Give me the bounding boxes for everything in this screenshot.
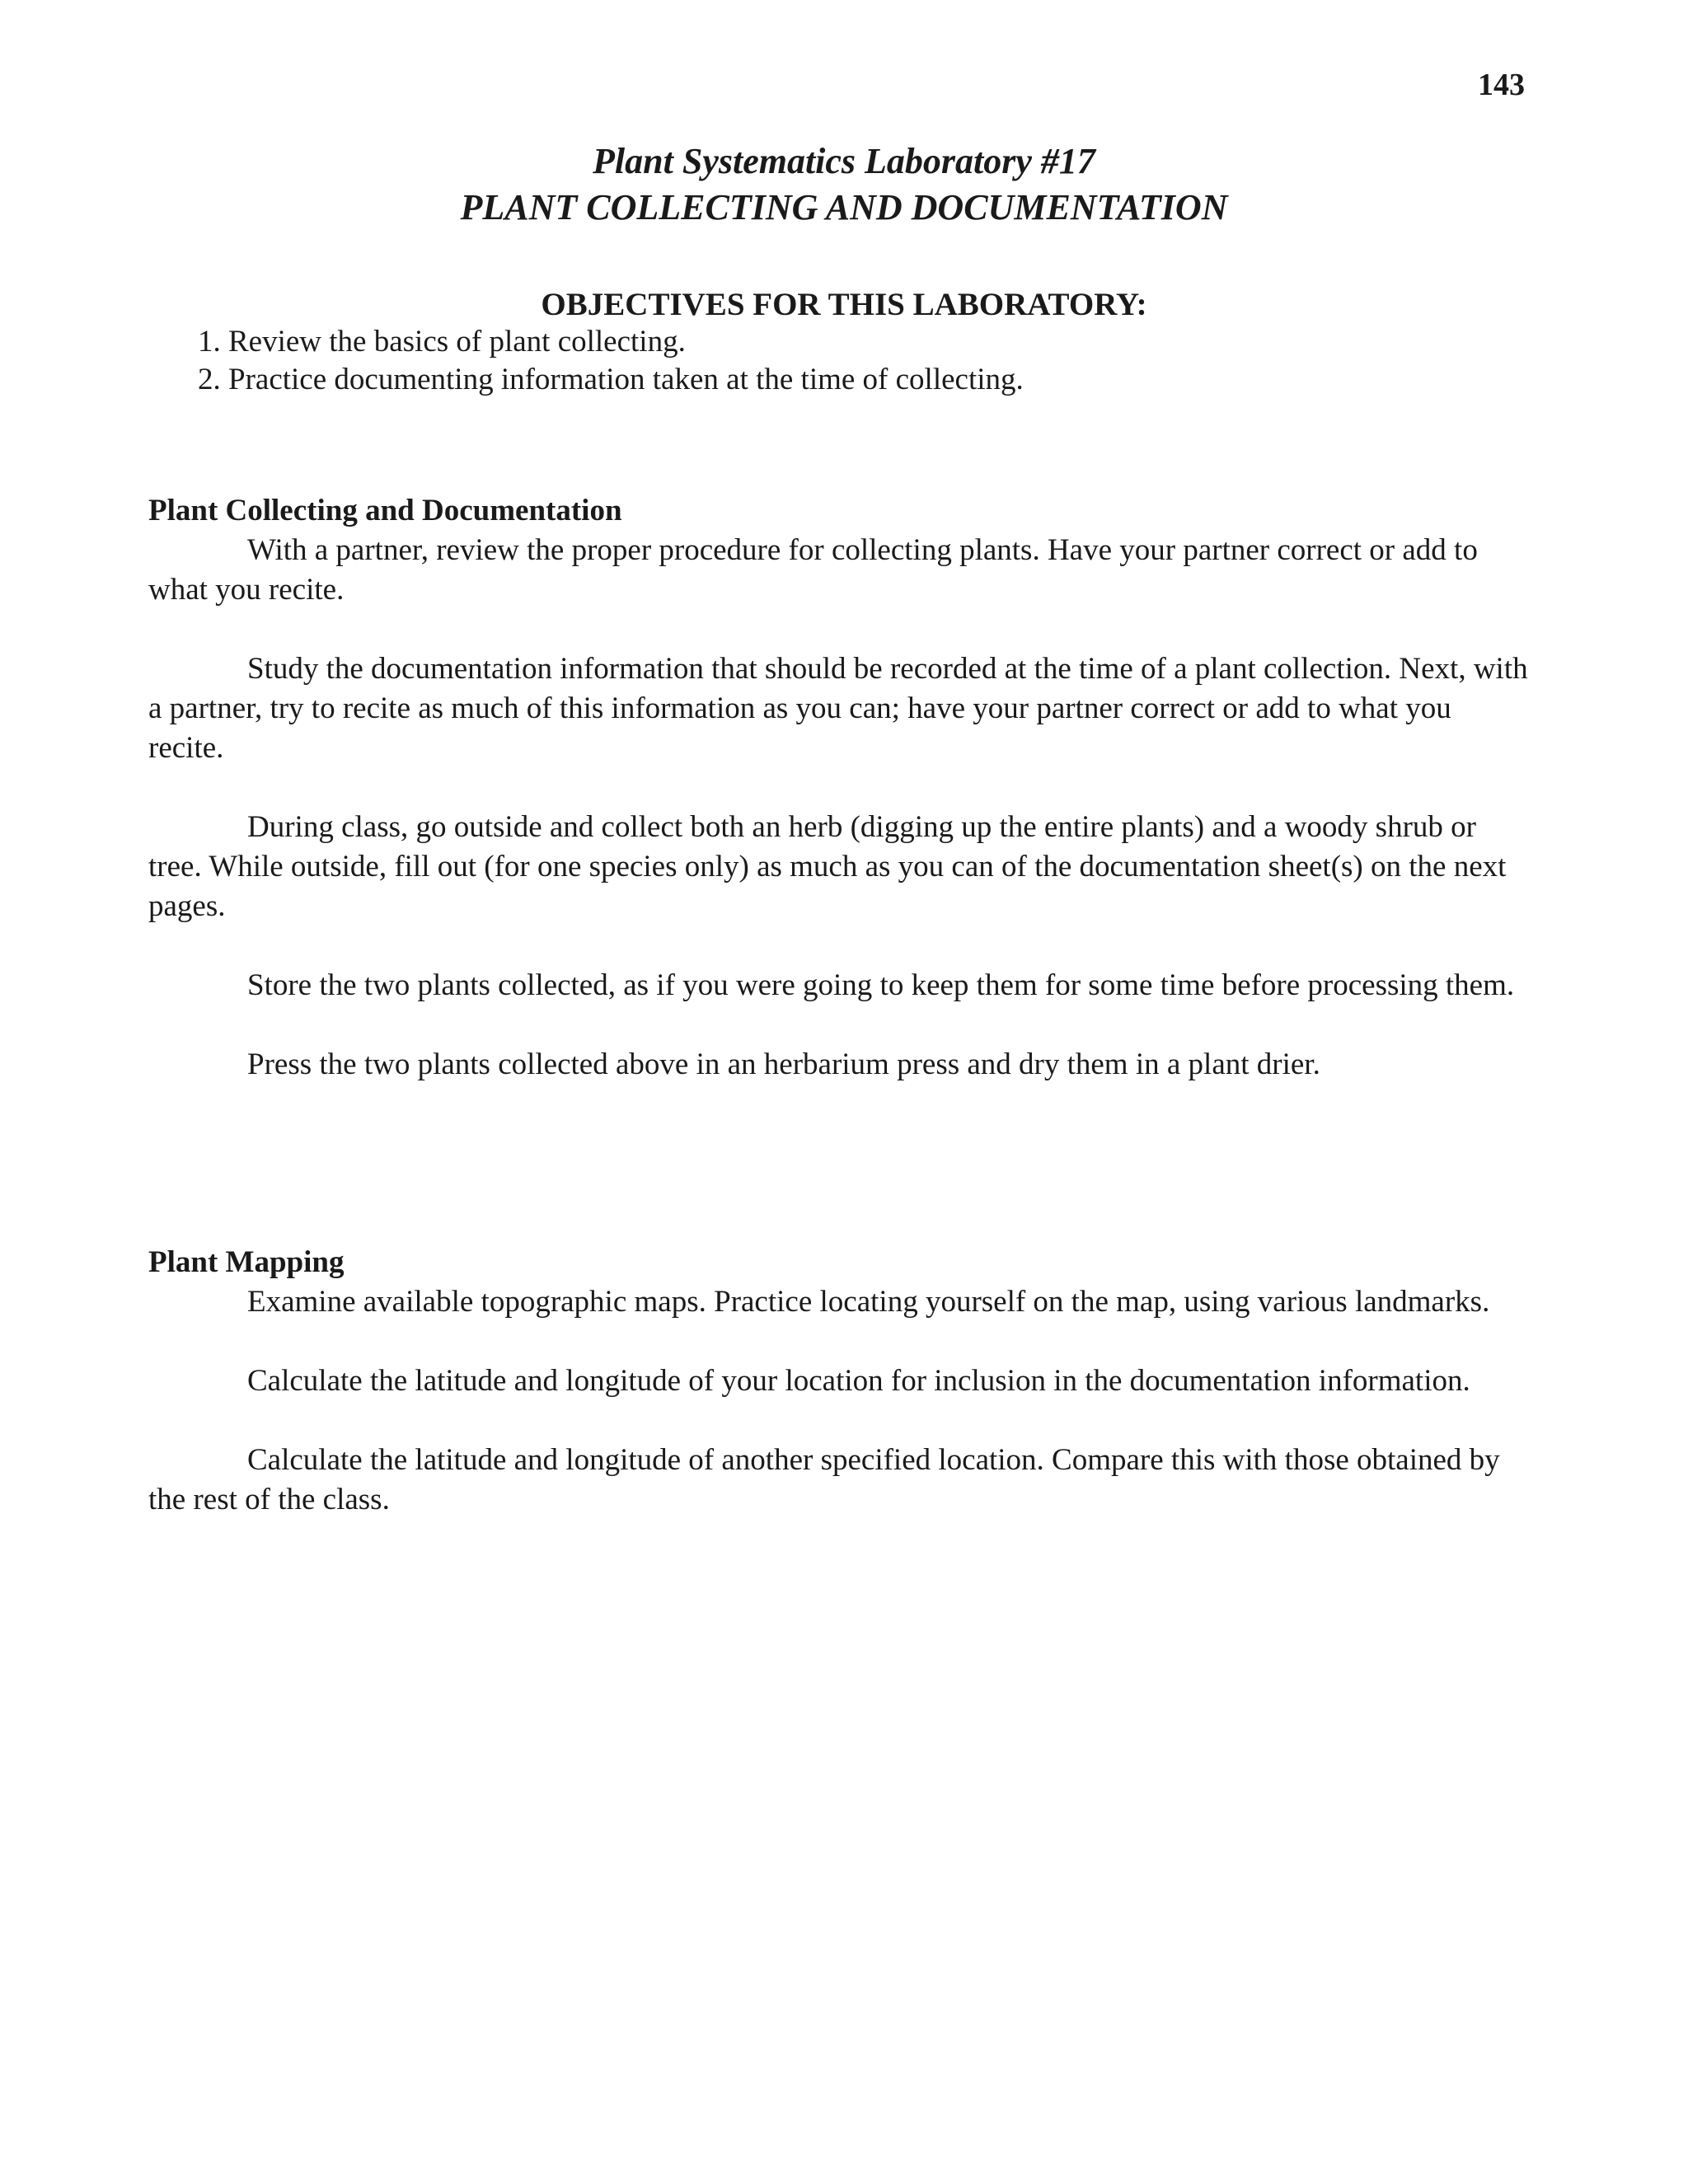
paragraph: Study the documentation information that should be recorded at the time of a plant collection. Next, with a partner, try to recite as much of this information as you can; have your partner correct or add to what you recite. [148,652,1528,765]
section-heading: Plant Mapping [148,1245,345,1279]
paragraph: Press the two plants collected above in an herbarium press and dry them in a plant drier. [247,1047,1320,1081]
paragraph: With a partner, review the proper procedure for collecting plants. Have your partner correct or add to what you recite. [148,533,1478,607]
section-plant-collecting [148,491,1533,1085]
objective-item: 1. Review the basics of plant collecting. [198,325,686,359]
lab-title-line-1: Plant Systematics Laboratory #17 [593,141,1095,181]
objectives-list [198,323,1517,399]
paragraph: During class, go outside and collect both an herb (digging up the entire plants) and a woody shrub or tree. While outside, fill out (for one species only) as much as you can of the documentation sheet(s) on the next pages. [148,810,1507,923]
lab-title [0,138,1688,231]
section-heading: Plant Collecting and Documentation [148,494,622,527]
lab-title-line-2: PLANT COLLECTING AND DOCUMENTATION [460,187,1228,227]
paragraph: Calculate the latitude and longitude of another specified location. Compare this with those obtained by the rest of the class. [148,1443,1500,1516]
page-number: 143 [1478,68,1525,102]
paragraph: Store the two plants collected, as if you were going to keep them for some time before processing them. [247,968,1515,1002]
section-plant-mapping [148,1243,1533,1520]
objective-item: 2. Practice documenting information taken at the time of collecting. [198,363,1024,396]
objectives-heading: OBJECTIVES FOR THIS LABORATORY: [541,287,1147,322]
paragraph: Calculate the latitude and longitude of your location for inclusion in the documentation information. [247,1364,1470,1398]
paragraph: Examine available topographic maps. Practice locating yourself on the map, using various landmarks. [247,1285,1490,1319]
